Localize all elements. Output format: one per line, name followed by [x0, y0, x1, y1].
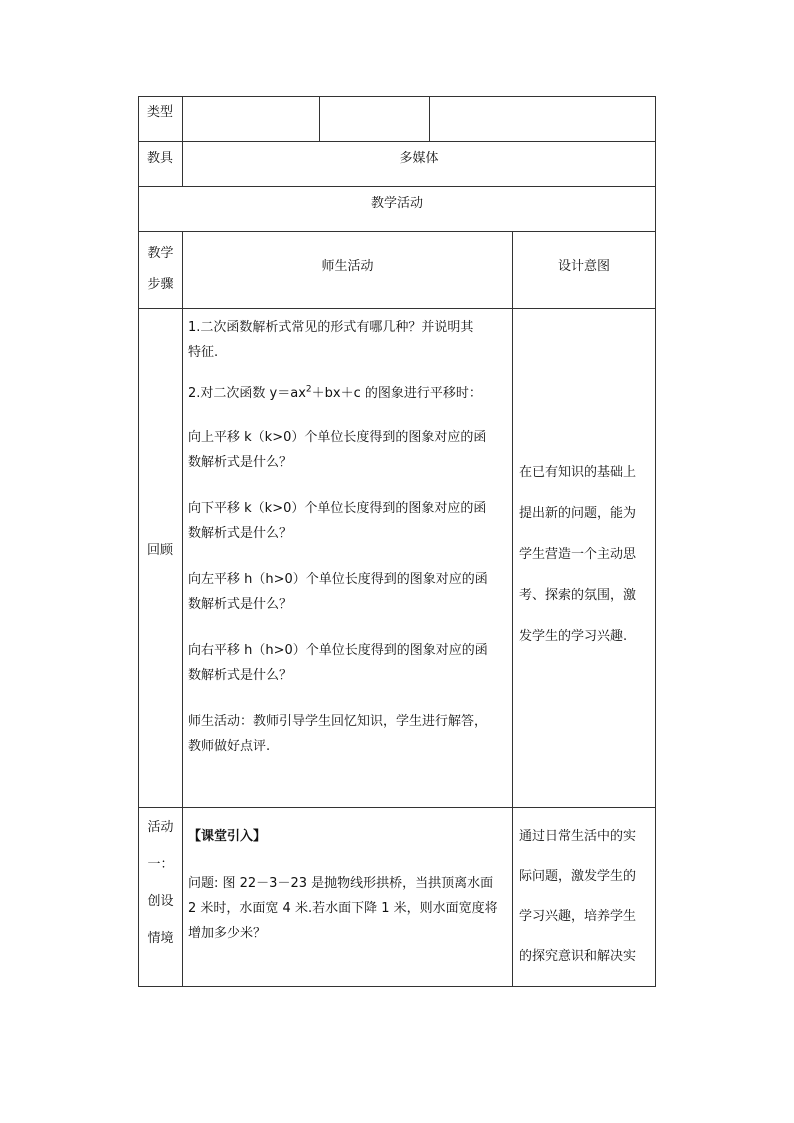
intent-line: 际问题，激发学生的	[519, 869, 637, 884]
tools-value: 多媒体	[399, 151, 439, 166]
activity1-content	[188, 827, 510, 946]
review-line: 师生活动：教师引导学生回忆知识，学生进行解答，	[188, 714, 488, 729]
activity1-line: 增加多少米？	[188, 926, 267, 941]
step-line: 创设	[147, 894, 174, 909]
review-line-translation: 2.对二次函数 $y=ax^2+bx+c$ 的图象进行平移时：	[188, 384, 482, 401]
activity1-line: 问题: 图 22－3－23 是抛物线形拱桥，当拱顶离水面	[188, 876, 494, 891]
activity1-heading: 【课堂引入】	[188, 829, 267, 844]
review-line: 数解析式是什么？	[188, 597, 293, 612]
col-divider	[512, 231, 513, 986]
step-line: 活动	[147, 820, 174, 835]
review-intent	[519, 459, 653, 651]
tools-label: 教具	[147, 151, 174, 166]
review-line: 向左平移 h（h>0）个单位长度得到的图象对应的函	[188, 572, 488, 587]
col-divider	[182, 231, 183, 986]
review-step: 回顾	[147, 543, 174, 558]
header-intent: 设计意图	[557, 259, 610, 274]
step-line: 一：	[147, 857, 174, 872]
header-steps-text: 教学 步骤	[147, 246, 174, 292]
header-activity: 师生活动	[321, 259, 374, 274]
intent-line: 学生营造一个主动思	[519, 547, 637, 562]
review-line: 向下平移 k（k>0）个单位长度得到的图象对应的函	[188, 501, 487, 516]
col-divider	[429, 97, 430, 141]
row-divider	[139, 186, 655, 187]
review-line: 特征.	[188, 345, 219, 360]
review-content	[188, 315, 510, 759]
col-divider	[182, 97, 183, 186]
intent-line: 在已有知识的基础上	[519, 465, 637, 480]
review-line: 数解析式是什么？	[188, 455, 293, 470]
intent-line: 通过日常生活中的实	[519, 829, 637, 844]
activity1-step	[139, 811, 182, 956]
activity1-intent	[519, 823, 653, 970]
intent-line: 发学生的学习兴趣.	[519, 629, 628, 644]
row-divider	[139, 231, 655, 232]
type-label: 类型	[147, 105, 174, 120]
header-steps	[139, 238, 182, 300]
row-divider	[139, 807, 655, 808]
intent-line: 学习兴趣，培养学生	[519, 909, 637, 924]
review-line: 向右平移 h（h>0）个单位长度得到的图象对应的函	[188, 643, 488, 658]
review-line: 数解析式是什么？	[188, 668, 293, 683]
row-divider	[139, 141, 655, 142]
intent-line: 的探究意识和解决实	[519, 949, 637, 964]
review-line: 向上平移 k（k>0）个单位长度得到的图象对应的函	[188, 430, 487, 445]
review-line: 数解析式是什么？	[188, 526, 293, 541]
activity1-line: 2 米时，水面宽 4 米.若水面下降 1 米，则水面宽度将	[188, 901, 498, 916]
intent-line: 提出新的问题，能为	[519, 506, 637, 521]
intent-line: 考、探索的氛围，激	[519, 588, 637, 603]
lesson-plan-table	[138, 96, 656, 987]
row-divider	[139, 308, 655, 309]
activity-title: 教学活动	[370, 196, 423, 211]
step-line: 情境	[147, 931, 174, 946]
col-divider	[319, 97, 320, 141]
review-line: 1.二次函数解析式常见的形式有哪几种？并说明其	[188, 320, 474, 335]
review-line: 教师做好点评.	[188, 739, 271, 754]
